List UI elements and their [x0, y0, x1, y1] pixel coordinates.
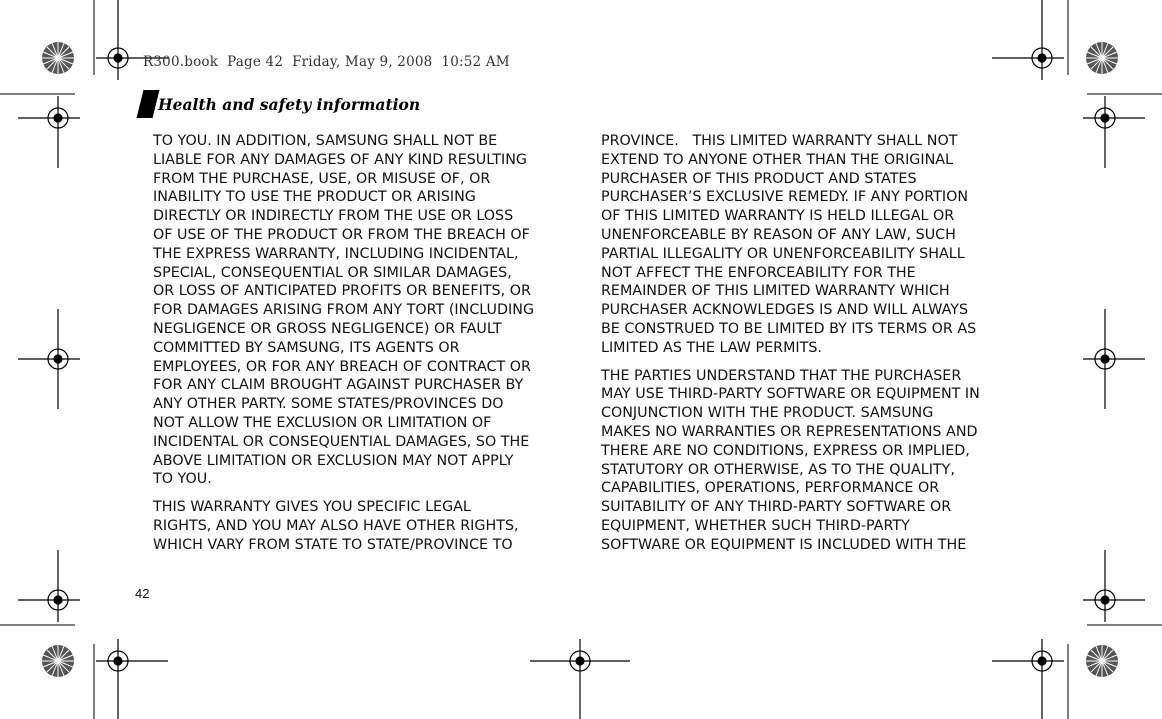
starburst-target-icon — [42, 645, 74, 677]
registration-target-icon — [96, 639, 168, 719]
registration-target-icon — [992, 639, 1064, 719]
paragraph: THIS WARRANTY GIVES YOU SPECIFIC LEGAL RIGHTS, AND YOU MAY ALSO HAVE OTHER RIGHTS, WHICH VARY FROM STATE TO STATE/PROVINCE TO — [153, 499, 519, 553]
registration-target-icon — [18, 550, 80, 622]
print-info-line: R300.book Page 42 Friday, May 9, 2008 10:52 AM — [143, 54, 510, 70]
starburst-target-icon — [1086, 42, 1118, 74]
right-column — [601, 132, 1011, 564]
page-number: 42 — [135, 586, 150, 601]
paragraph: TO YOU. IN ADDITION, SAMSUNG SHALL NOT BE LIABLE FOR ANY DAMAGES OF ANY KIND RESULTING FROM THE PURCHASE, USE, OR MISUSE OF, OR INABILITY TO USE THE PRODUCT OR ARISING DIRECTLY OR INDIRECTLY FROM THE USE OR LOSS OF USE OF THE PRODUCT OR FROM THE BREACH OF THE EXPRESS WARRANTY, INCLUDING INCIDENTAL, SPECIAL, CONSEQUENTIAL OR SIMILAR DAMAGES, OR LOSS OF ANTICIPATED PROFITS OR BENEFITS, OR FOR DAMAGES ARISING FROM ANY TORT (INCLUDING NEGLIGENCE OR GROSS NEGLIGENCE) OR FAULT COMMITTED BY SAMSUNG, ITS AGENTS OR EMPLOYEES, OR FOR ANY BREACH OF CONTRACT OR FOR ANY CLAIM BROUGHT AGAINST PURCHASER BY ANY OTHER PARTY. SOME STATES/PROVINCES DO NOT ALLOW THE EXCLUSION OR LIMITATION OF INCIDENTAL OR CONSEQUENTIAL DAMAGES, SO THE ABOVE LIMITATION OR EXCLUSION MAY NOT APPLY TO YOU. — [153, 133, 535, 488]
paragraph: THE PARTIES UNDERSTAND THAT THE PURCHASER MAY USE THIRD-PARTY SOFTWARE OR EQUIPMENT IN CONJUNCTION WITH THE PRODUCT. SAMSUNG MAKES NO WARRANTIES OR REPRESENTATIONS AND THERE ARE NO CONDITIONS, EXPRESS OR IMPLIED, STATUTORY OR OTHERWISE, AS TO THE QUALITY, CAPABILITIES, OPERATIONS, PERFORMANCE OR SUITABILITY OF ANY THIRD-PARTY SOFTWARE OR EQUIPMENT, WHETHER SUCH THIRD-PARTY SOFTWARE OR EQUIPMENT IS INCLUDED WITH THE — [601, 367, 980, 553]
starburst-target-icon — [1086, 645, 1118, 677]
registration-target-icon — [530, 639, 630, 719]
registration-target-icon — [18, 96, 80, 168]
registration-target-icon — [1083, 550, 1145, 622]
registration-target-icon — [1083, 96, 1145, 168]
registration-target-icon — [1083, 309, 1145, 409]
registration-target-icon — [18, 309, 80, 409]
registration-target-icon — [992, 0, 1064, 80]
paragraph: PROVINCE. THIS LIMITED WARRANTY SHALL NOT EXTEND TO ANYONE OTHER THAN THE ORIGINAL PURCHASER OF THIS PRODUCT AND STATES PURCHASER’S EXCLUSIVE REMEDY. IF ANY PORTION OF THIS LIMITED WARRANTY IS HELD ILLEGAL OR UNENFORCEABLE BY REASON OF ANY LAW, SUCH PARTIAL ILLEGALITY OR UNENFORCEABILITY SHALL NOT AFFECT THE ENFORCEABILITY FOR THE REMAINDER OF THIS LIMITED WARRANTY WHICH PURCHASER ACKNOWLEDGES IS AND WILL ALWAYS BE CONSTRUED TO BE LIMITED BY ITS TERMS OR AS LIMITED AS THE LAW PERMITS. — [601, 133, 977, 356]
starburst-target-icon — [42, 42, 74, 74]
left-column — [153, 132, 563, 564]
section-header-title: Health and safety information — [158, 95, 421, 114]
